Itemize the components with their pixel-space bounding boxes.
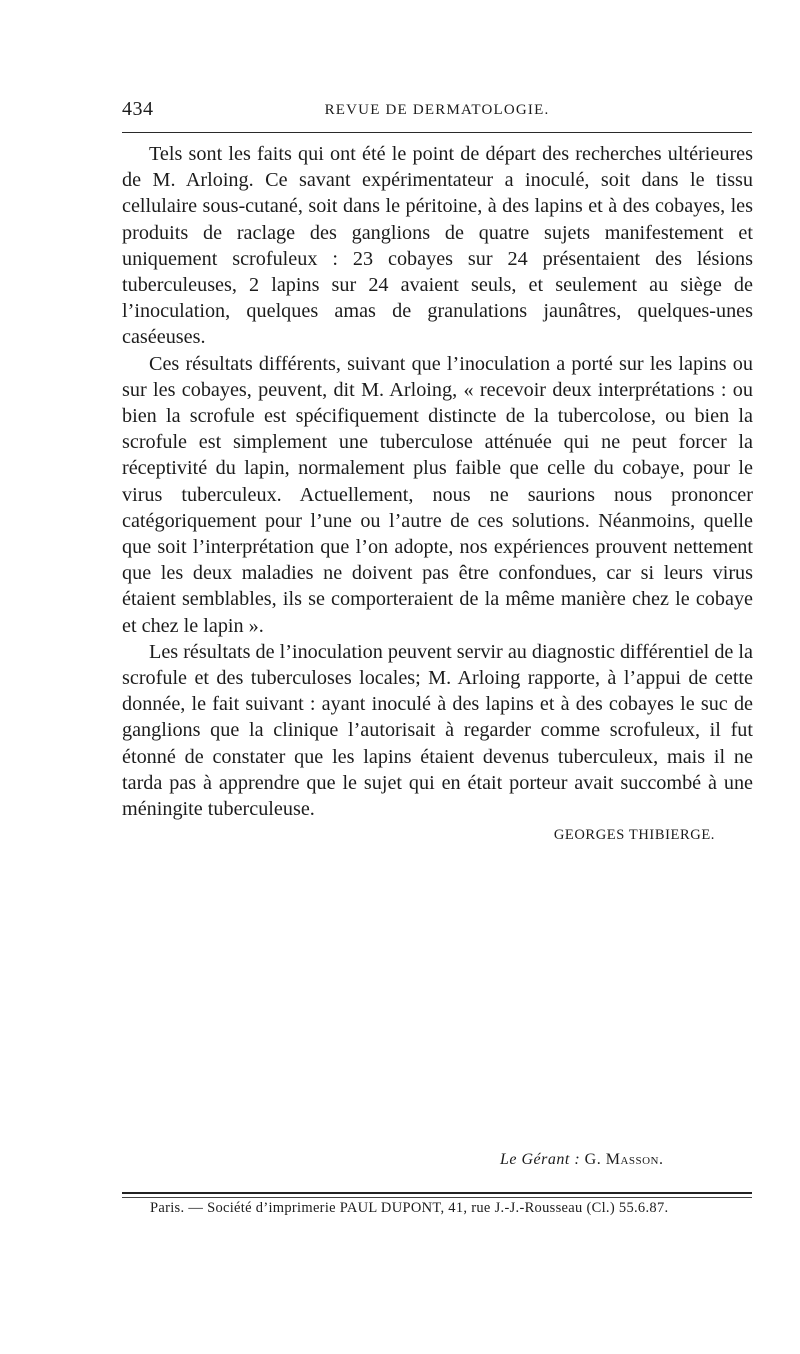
paragraph-2: Ces résultats différents, suivant que l’inoculation a porté sur les lapins ou sur les cobayes, peuvent, dit M. Arloing, « recevoir deux interprétations : ou bien la scrofule est spécifiquement distincte de la tubercolose, ou bien la scrofule est simplement une tuberculose atténuée qui ne peut forcer la réceptivité du lapin, normalement plus faible que celle du cobaye, pour le virus tuberculeux. Actuellement, nous ne saurions nous prononcer catégoriquement pour l’une ou l’autre de ces solutions. Néanmoins, quelle que soit l’interprétation que l’on adopte, nos expériences prouvent nettement que les deux maladies ne doivent pas être confondues, car si leurs virus étaient semblables, ils se comporteraient de la même manière chez le cobaye et chez le lapin ». (122, 352, 753, 637)
printer-imprint: Paris. — Société d’imprimerie PAUL DUPONT, 41, rue J.-J.-Rousseau (Cl.) 55.6.87. (150, 1200, 669, 1216)
article-body (122, 141, 753, 845)
gerant-label: Le Gérant : (500, 1151, 581, 1168)
author-signature: GEORGES THIBIERGE. (553, 827, 715, 844)
gerant-line (500, 1151, 664, 1169)
footer-rule-thin (122, 1197, 752, 1198)
journal-title: REVUE DE DERMATOLOGIE. (324, 102, 550, 118)
header-rule (122, 132, 752, 133)
running-head (122, 96, 752, 124)
paragraph-1: Tels sont les faits qui ont été le point de départ des recherches ultérieures de M. Arloing. Ce savant expérimentateur a inoculé, soit dans le tissu cellulaire sous-cutané, soit dans le péritoine, à des lapins et à des cobayes, les produits de raclage des ganglions de quatre sujets manifestement et uniquement scrofuleux : 23 cobayes sur 24 présentaient des lésions tuberculeuses, 2 lapins sur 24 avaient seuls, et seulement au siège de l’inoculation, quelques amas de granulations jaunâtres, quelques-unes caséeuses. (122, 143, 753, 349)
paragraph-3: Les résultats de l’inoculation peuvent servir au diagnostic différentiel de la scrofule et des tuberculoses locales; M. Arloing rapporte, à l’appui de cette donnée, le fait suivant : ayant inoculé à des lapins et à des cobayes le suc de ganglions que la clinique l’autorisait à regarder comme scrofuleux, il fut étonné de constater que les lapins étaient devenus tuberculeux, mais il ne tarda pas à apprendre que le sujet qui en était porteur avait succombé à une méningite tuberculeuse. (122, 640, 753, 821)
gerant-name: G. Masson. (584, 1151, 664, 1168)
footer-rule-thick (122, 1192, 752, 1194)
page-number: 434 (122, 98, 154, 120)
